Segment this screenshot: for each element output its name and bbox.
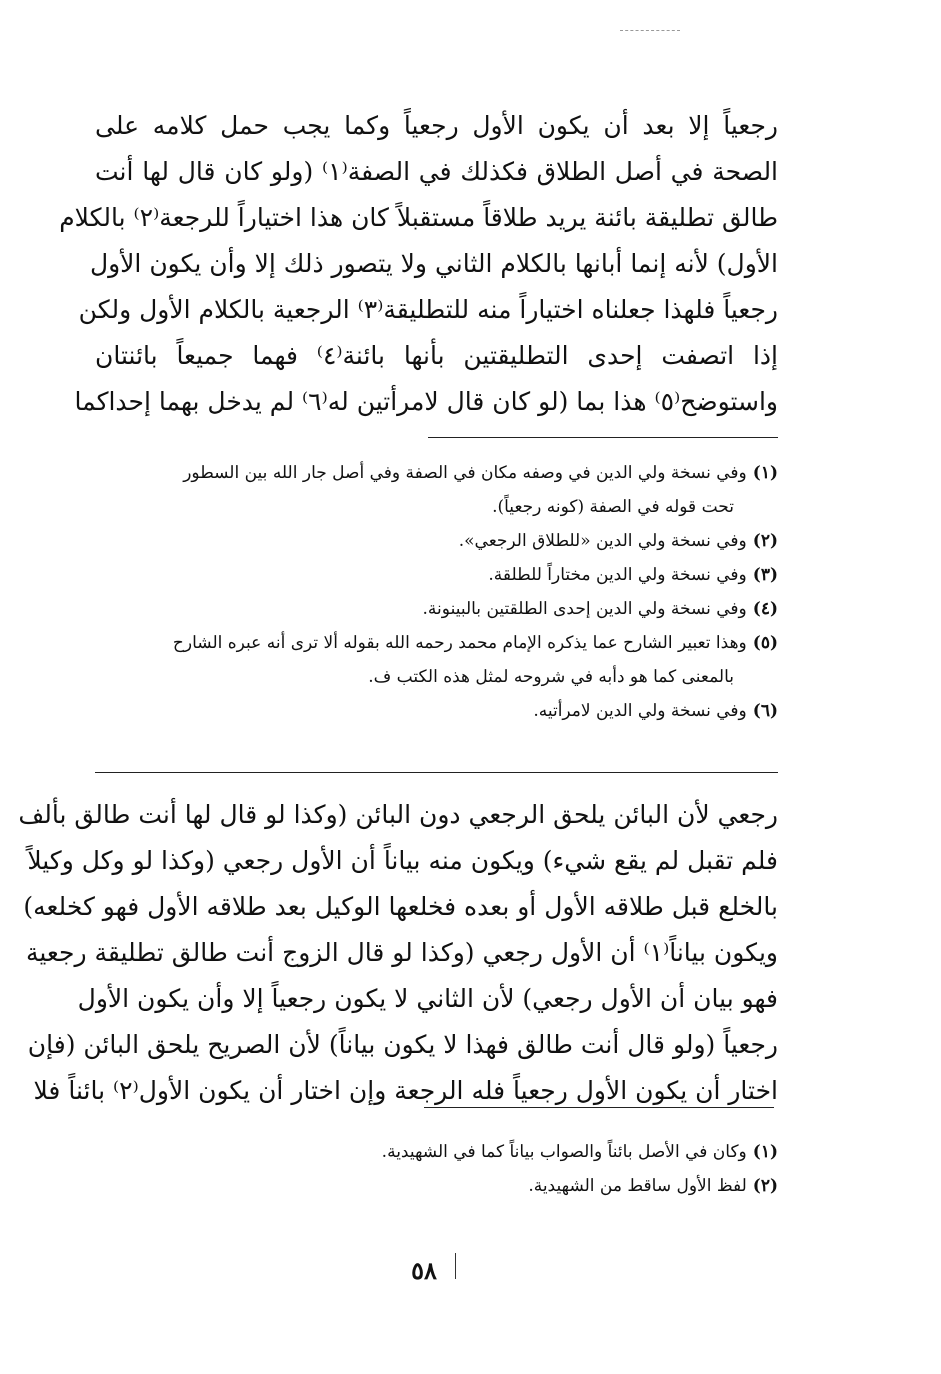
- text-line: فلم تقبل لم يقع شيء) ويكون منه بياناً أن الأول رجعي (وكذا لو وكل وكيلاً: [27, 846, 778, 875]
- footnote-number: (٥): [752, 633, 778, 653]
- text-line: اختار أن يكون الأول رجعياً فله الرجعة وإن اختار أن يكون الأول⁽٢⁾ بائناً فلا: [33, 1076, 778, 1105]
- footnote-text: وفي نسخة ولي الدين لامرأتيه.: [533, 701, 747, 721]
- footnote-number: (٣): [752, 565, 778, 585]
- text-line: طالق تطليقة بائنة يريد طلاقاً مستقبلاً كان هذا اختياراً للرجعة⁽٢⁾ بالكلام: [59, 203, 778, 232]
- footnote-line: [95, 694, 778, 728]
- page-number: ٥٨: [411, 1256, 437, 1285]
- footnotes-upper: [95, 456, 778, 728]
- footnote-number: (١): [752, 1142, 778, 1162]
- footnote-text: وفي نسخة ولي الدين في وصفه مكان في الصفة وفي أصل جار الله بين السطور: [183, 463, 747, 483]
- main-text-upper: [59, 103, 779, 425]
- footnote-line: [95, 592, 778, 626]
- footnote-number: (١): [752, 463, 778, 483]
- footnote-separator: [428, 437, 778, 438]
- footnote-line: [95, 1169, 778, 1203]
- text-line: فهو بيان أن الأول رجعي) لأن الثاني لا يكون رجعياً إلا وأن يكون الأول: [77, 984, 778, 1013]
- text-line: رجعياً (ولو قال أنت طالق فهذا لا يكون بياناً) لأن الصريح يلحق البائن (فإن: [27, 1030, 778, 1059]
- footnote-line: [95, 626, 778, 660]
- text-line: رجعياً إلا بعد أن يكون الأول رجعياً وكما يجب حمل كلامه على: [95, 111, 778, 140]
- footnote-text: لفظ الأول ساقط من الشهيدية.: [528, 1176, 747, 1196]
- text-line: الأول) لأنه إنما أبانها بالكلام الثاني ولا يتصور ذلك إلا وأن يكون الأول: [89, 249, 778, 278]
- footnote-line: [95, 490, 778, 524]
- text-line: رجعي لأن البائن يلحق الرجعي دون البائن (وكذا لو قال لها أنت طالق بألف: [18, 800, 778, 829]
- footnote-line: [95, 1135, 778, 1169]
- section-divider: [95, 772, 778, 773]
- text-line: إذا اتصفت إحدى التطليقتين بأنها بائنة⁽٤⁾ فهما جميعاً بائنتان: [95, 341, 778, 370]
- footnote-number: (٤): [752, 599, 778, 619]
- text-line: بالخلع قبل طلاقه الأول أو بعده فخلعها الوكيل بعد طلاقه الأول فهو كخلعه): [23, 892, 778, 921]
- footnote-text: وفي نسخة ولي الدين إحدى الطلقتين بالبينونة.: [422, 599, 747, 619]
- footnote-text: تحت قوله في الصفة (كونه رجعياً).: [492, 497, 734, 517]
- main-text-lower: [18, 792, 778, 1114]
- scan-mark: [455, 1253, 456, 1279]
- footnote-line: [95, 660, 778, 694]
- scan-mark: [620, 30, 680, 33]
- text-line: واستوضح⁽٥⁾ هذا بما (لو كان قال لامرأتين له⁽٦⁾ لم يدخل بهما إحداكما: [74, 387, 778, 416]
- footnote-text: بالمعنى كما هو دأبه في شروحه لمثل هذه الكتب ف.: [368, 667, 734, 687]
- footnote-number: (٢): [752, 1176, 778, 1196]
- footnote-text: وفي نسخة ولي الدين «للطلاق الرجعي».: [458, 531, 747, 551]
- footnote-line: [95, 558, 778, 592]
- text-line: الصحة في أصل الطلاق فكذلك في الصفة⁽١⁾ (ولو كان قال لها أنت: [95, 157, 779, 186]
- footnotes-lower: [95, 1135, 778, 1203]
- text-line: ويكون بياناً⁽١⁾ أن الأول رجعي (وكذا لو قال الزوج أنت طالق تطليقة رجعية: [25, 938, 778, 967]
- footnote-line: [95, 456, 778, 490]
- footnote-number: (٢): [752, 531, 778, 551]
- footnote-line: [95, 524, 778, 558]
- footnote-text: وفي نسخة ولي الدين مختاراً للطلقة.: [488, 565, 747, 585]
- footnote-separator: [424, 1107, 774, 1108]
- footnote-text: وهذا تعبير الشارح عما يذكره الإمام محمد رحمه الله بقوله ألا ترى أنه عبره الشارح: [172, 633, 747, 653]
- footnote-number: (٦): [752, 701, 778, 721]
- text-line: رجعياً فلهذا جعلناه اختياراً منه للتطليقة⁽٣⁾ الرجعية بالكلام الأول ولكن: [78, 295, 778, 324]
- footnote-text: وكان في الأصل بائناً والصواب بياناً كما في الشهيدية.: [381, 1142, 747, 1162]
